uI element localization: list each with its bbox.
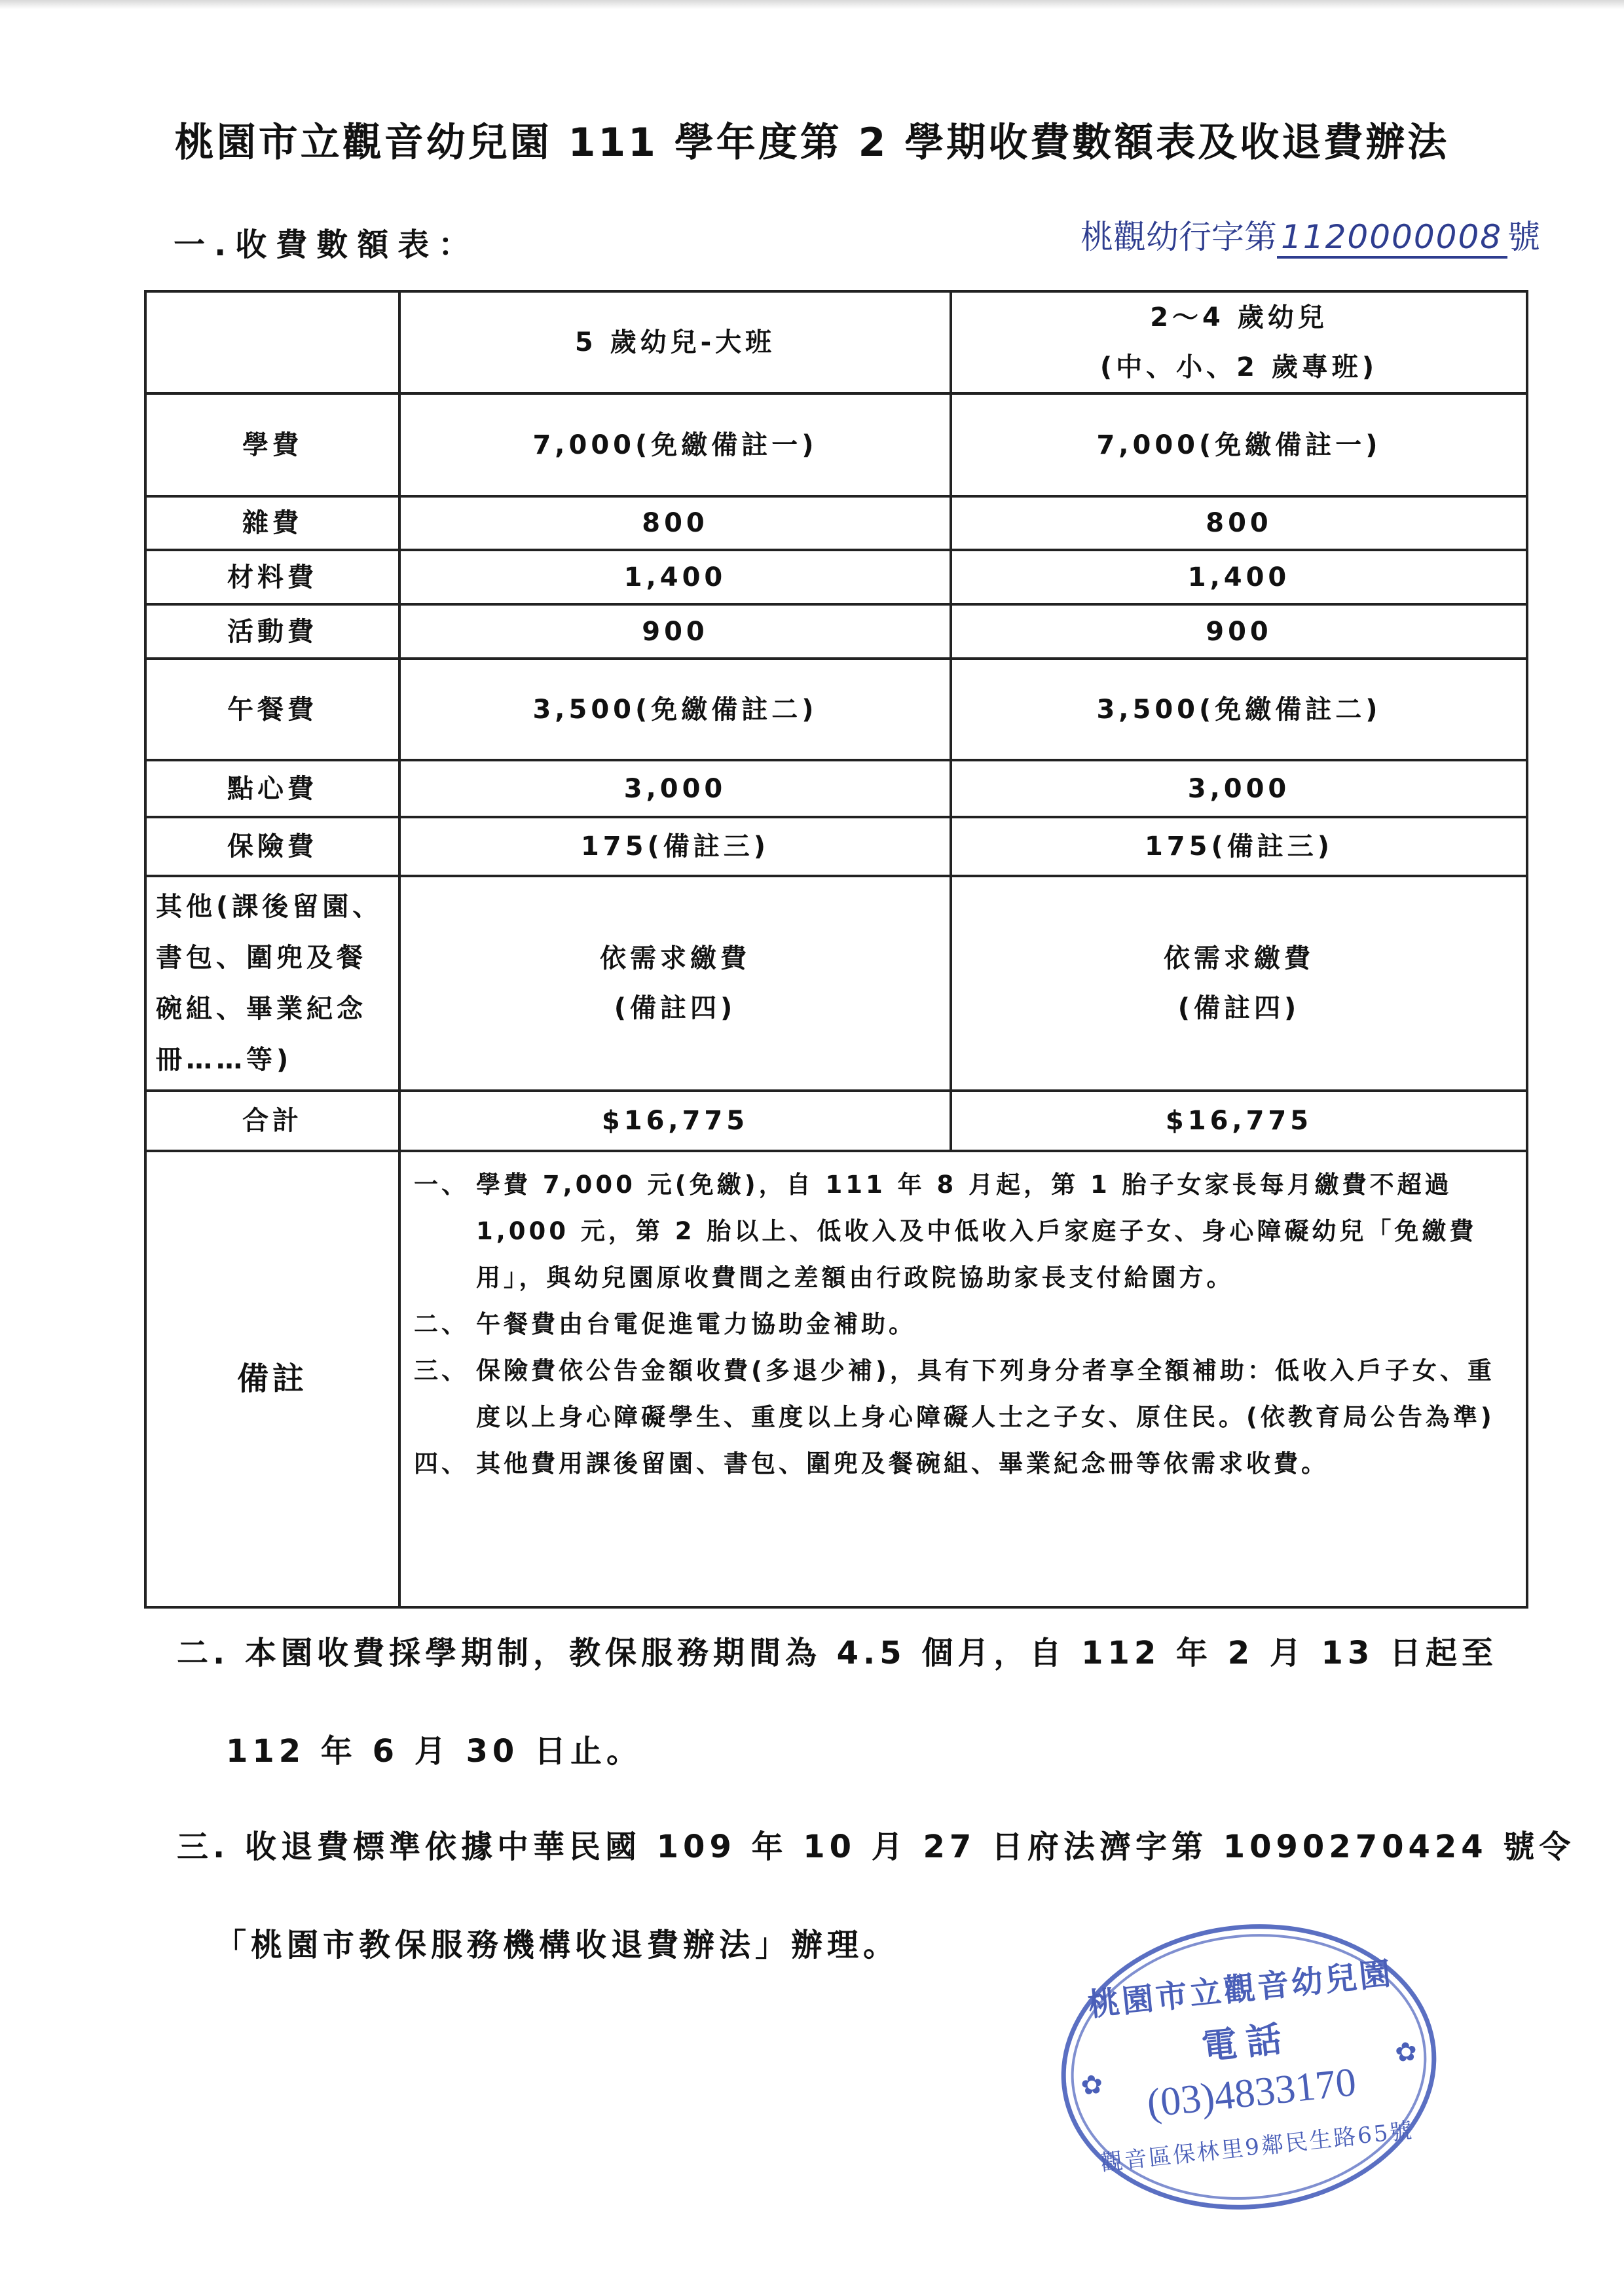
header-2to4yr: 2～4 歲幼兒 (中、小、2 歲專班) <box>951 291 1527 393</box>
row-value-5yr: 900 <box>399 604 951 659</box>
row-label: 其他(課後留園、書包、圍兜及餐碗組、畢業紀念冊……等) <box>145 876 399 1091</box>
row-value-5yr: 3,000 <box>399 760 951 817</box>
row-value-2to4yr: 依需求繳費 (備註四) <box>951 876 1527 1091</box>
stamp-flower-icon: ✿ <box>1393 2036 1419 2069</box>
table-row <box>145 604 1527 659</box>
note-text: 保險費依公告金額收費(多退少補)，具有下列身分者享全額補助：低收入戶子女、重度以上身心障礙學生、重度以上身心障礙人士之子女、原住民。(依教育局公告為準) <box>476 1357 1495 1431</box>
section1-heading: 一.收費數額表： <box>174 227 479 263</box>
section3-line2: 「桃園市教保服務機構收退費辦法」辦理。 <box>215 1927 900 1963</box>
note-number: 三、 <box>414 1357 469 1385</box>
row-label: 材料費 <box>145 550 399 604</box>
note-item <box>414 1347 1513 1440</box>
notes-label: 備註 <box>145 1151 399 1607</box>
header-empty-cell <box>145 291 399 393</box>
note-number: 二、 <box>414 1310 469 1338</box>
row-label: 學費 <box>145 393 399 496</box>
table-row <box>145 659 1527 760</box>
row-value-2to4yr: 800 <box>951 496 1527 550</box>
stamp-phone-number: (03)4833170 <box>1145 2060 1358 2126</box>
row-value-5yr: 1,400 <box>399 550 951 604</box>
stamp-name: 桃園市立觀音幼兒園 <box>1086 1955 1395 2024</box>
row-label: 保險費 <box>145 817 399 876</box>
row-label: 合計 <box>145 1091 399 1151</box>
note-number: 四、 <box>414 1449 469 1478</box>
row-value-5yr: 175(備註三) <box>399 817 951 876</box>
row-value-2to4yr: 900 <box>951 604 1527 659</box>
stamp-phone-label: 電話 <box>1200 2016 1293 2068</box>
stamp-flower-icon: ✿ <box>1079 2069 1105 2102</box>
note-text: 學費 7,000 元(免繳)，自 111 年 8 月起，第 1 胎子女家長每月繳費不超過 1,000 元，第 2 胎以上、低收入及中低收入戶家庭子女、身心障礙幼兒「免繳費用」，與幼兒園原收費間之差額由行政院協助家長支付給園方。 <box>476 1171 1477 1292</box>
table-header-row <box>145 291 1527 393</box>
page-title: 桃園市立觀音幼兒園 111 學年度第 2 學期收費數額表及收退費辦法 <box>174 120 1450 166</box>
row-value-2to4yr: 7,000(免繳備註一) <box>951 393 1527 496</box>
fee-table <box>144 290 1528 1609</box>
doc-ref-prefix: 桃觀幼行字第 <box>1080 218 1277 256</box>
section2-line1: 二. 本園收費採學期制，教保服務期間為 4.5 個月，自 112 年 2 月 13 日起至 <box>177 1635 1498 1671</box>
row-value-2to4yr: 175(備註三) <box>951 817 1527 876</box>
row-value-5yr: 7,000(免繳備註一) <box>399 393 951 496</box>
row-value-2to4yr: $16,775 <box>951 1091 1527 1151</box>
scan-edge <box>0 0 1624 9</box>
row-label: 點心費 <box>145 760 399 817</box>
section3-line1: 三. 收退費標準依據中華民國 109 年 10 月 27 日府法濟字第 1090270424 號令 <box>177 1829 1576 1865</box>
row-label: 午餐費 <box>145 659 399 760</box>
row-value-5yr: $16,775 <box>399 1091 951 1151</box>
notes-row <box>145 1151 1527 1607</box>
table-row <box>145 876 1527 1091</box>
row-value-2to4yr: 1,400 <box>951 550 1527 604</box>
note-item <box>414 1440 1513 1487</box>
header-5yr: 5 歲幼兒-大班 <box>399 291 951 393</box>
row-value-5yr: 800 <box>399 496 951 550</box>
row-value-5yr: 3,500(免繳備註二) <box>399 659 951 760</box>
doc-ref-number: 1120000008 <box>1277 218 1507 259</box>
row-value-2to4yr: 3,500(免繳備註二) <box>951 659 1527 760</box>
stamp-address: 觀音區保林里9鄰民生路65號 <box>1099 2117 1416 2177</box>
row-value-5yr: 依需求繳費 (備註四) <box>399 876 951 1091</box>
note-item <box>414 1301 1513 1347</box>
row-value-2to4yr: 3,000 <box>951 760 1527 817</box>
note-number: 一、 <box>414 1171 469 1199</box>
table-row <box>145 817 1527 876</box>
note-item <box>414 1161 1513 1301</box>
table-row <box>145 550 1527 604</box>
table-row-total <box>145 1091 1527 1151</box>
note-text: 午餐費由台電促進電力協助金補助。 <box>476 1310 916 1338</box>
row-label: 雜費 <box>145 496 399 550</box>
section2-line2: 112 年 6 月 30 日止。 <box>226 1733 642 1770</box>
table-row <box>145 760 1527 817</box>
note-text: 其他費用課後留園、書包、圍兜及餐碗組、畢業紀念冊等依需求收費。 <box>476 1449 1329 1478</box>
doc-ref-suffix: 號 <box>1507 218 1540 256</box>
notes-cell <box>399 1151 1527 1607</box>
row-label: 活動費 <box>145 604 399 659</box>
table-row <box>145 496 1527 550</box>
document-reference <box>1080 211 1540 259</box>
table-row <box>145 393 1527 496</box>
